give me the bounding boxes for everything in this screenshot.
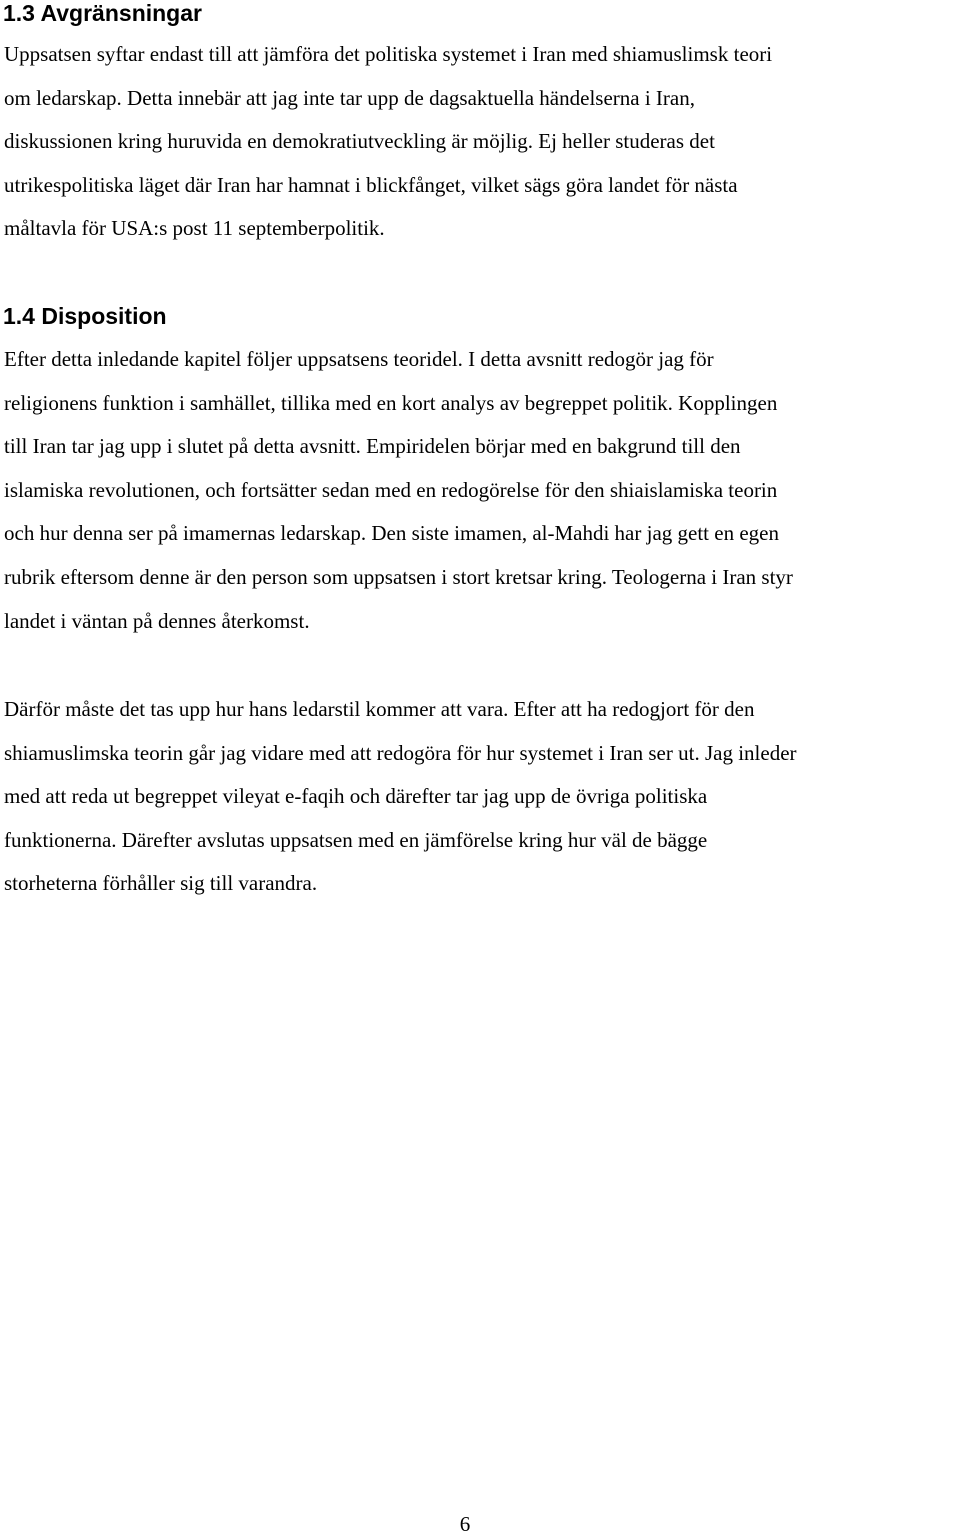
text-line: diskussionen kring huruvida en demokratiutveckling är möjlig. Ej heller studeras det [4,129,715,154]
text-line: utrikespolitiska läget där Iran har hamnat i blickfånget, vilket sägs göra landet för nästa [4,172,738,197]
paragraph-disposition-1 [4,338,793,643]
text-line: Efter detta inledande kapitel följer uppsatsens teoridel. I detta avsnitt redogör jag för [4,347,714,371]
page-number: 6 [459,1512,471,1536]
text-line: och hur denna ser på imamernas ledarskap. Den siste imamen, al-Mahdi har jag gett en egen [4,521,779,546]
paragraph-avgransningar [4,33,772,251]
section-heading-disposition: 1.4 Disposition [3,303,167,329]
text-line: landet i väntan på dennes återkomst. [4,608,310,633]
text-line: Uppsatsen syftar endast till att jämföra det politiska systemet i Iran med shiamuslimsk teori [4,42,773,66]
text-line: med att reda ut begreppet vileyat e-faqih och därefter tar jag upp de övriga politiska [4,784,708,809]
text-line: shiamuslimska teorin går jag vidare med att redogöra för hur systemet i Iran ser ut. Jag inleder [4,740,797,765]
text-line: måltavla för USA:s post 11 septemberpolitik. [4,216,385,241]
section-heading-avgransningar: 1.3 Avgränsningar [3,0,202,26]
text-line: storheterna förhåller sig till varandra. [4,871,318,896]
paragraph-disposition-2 [4,688,797,906]
text-line: rubrik eftersom denne är den person som uppsatsen i stort kretsar kring. Teologerna i Iran styr [4,564,793,589]
text-line: islamiska revolutionen, och fortsätter sedan med en redogörelse för den shiaislamiska teorin [4,477,778,502]
text-line: funktionerna. Därefter avslutas uppsatsen med en jämförelse kring hur väl de bägge [4,827,708,852]
text-line: om ledarskap. Detta innebär att jag inte tar upp de dagsaktuella händelserna i Iran, [4,85,695,110]
text-line: religionens funktion i samhället, tillika med en kort analys av begreppet politik. Kopplingen [4,390,778,415]
text-line: Därför måste det tas upp hur hans ledarstil kommer att vara. Efter att ha redogjort för den [4,697,755,721]
text-line: till Iran tar jag upp i slutet på detta avsnitt. Empiridelen börjar med en bakgrund till den [4,434,741,459]
